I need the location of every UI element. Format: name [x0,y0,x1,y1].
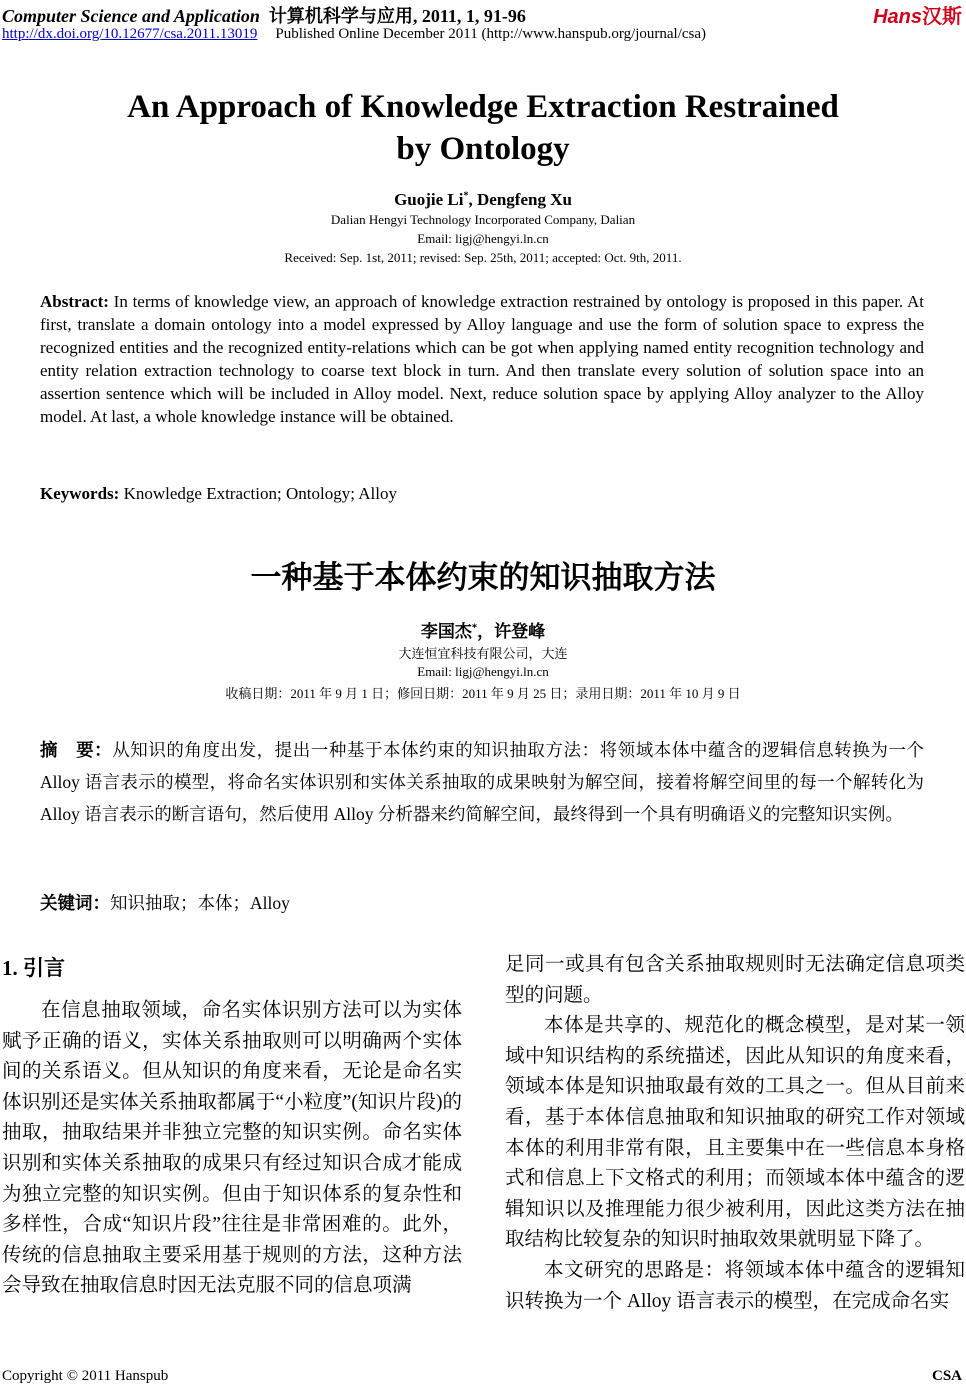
footer [2,1368,962,1385]
abstract-cn [40,734,924,830]
title-line-1: An Approach of Knowledge Extraction Restrained [127,89,839,125]
keywords-cn-text: 知识抽取；本体；Alloy [110,893,290,913]
left-column [2,996,462,1302]
section-heading-intro: 1. 引言 [2,956,65,980]
keywords-label: Keywords: [40,484,120,503]
abstract-label: Abstract: [40,292,109,311]
journal-cn: 计算机科学与应用, 2011, 1, 91-96 [268,6,526,26]
copyright: Copyright © 2011 Hanspub [2,1368,169,1384]
hans-logo [873,0,962,29]
author-cn-star: * [471,622,478,634]
journal-name: Computer Science and Application [2,6,260,26]
affiliation-en: Dalian Hengyi Technology Incorporated Company, Dalian [330,212,636,227]
paper-title-en [0,86,966,170]
keywords-cn-label: 关键词： [40,893,110,913]
authors-cn [0,617,966,642]
paragraph: 本体是共享的、规范化的概念模型，是对某一领域中知识结构的系统描述，因此从知识的角度来看，领域本体是知识抽取最有效的工具之一。但从目前来看，基于本体信息抽取和知识抽取的研究工作对领域本体的利用非常有限，且主要集中在一些信息本身格式和信息上下文格式的利用；而领域本体中蕴含的逻辑知识以及推理能力很少被利用，因此这类方法在抽取结构比较复杂的知识时抽取效果就明显下降了。 [505,1015,965,1251]
title-line-2: by Ontology [396,131,570,167]
received-en: Received: Sep. 1st, 2011; revised: Sep. 25th, 2011; accepted: Oct. 9th, 2011. [284,250,682,265]
doi-line [2,26,706,43]
published-info: Published Online December 2011 (http://www.hanspub.org/journal/csa) [275,26,707,42]
author-2: , Dengfeng Xu [468,190,572,209]
author-star: * [463,190,469,202]
author-cn-2: ，许登峰 [477,622,546,642]
keywords-text: Knowledge Extraction; Ontology; Alloy [119,484,397,503]
journal-abbrev: CSA [931,1368,962,1384]
author-cn-1: 李国杰 [420,622,472,642]
author-1: Guojie Li [394,190,464,209]
journal-header [2,2,526,28]
paragraph: 在信息抽取领域，命名实体识别方法可以为实体赋予正确的语义，实体关系抽取则可以明确两个实体间的关系语义。但从知识的角度来看，无论是命名实体识别还是实体关系抽取都属于“小粒度”(知识片段)的抽取，抽取结果并非独立完整的知识实例。命名实体识别和实体关系抽取的成果只有经过知识合成才能成为独立完整的知识实例。但由于知识体系的复杂性和多样性，合成“知识片段”往往是非常困难的。此外，传统的信息抽取主要采用基于规则的方法，这种方法会导致在抽取信息时因无法克服不同的信息项满 [2,1000,462,1297]
doi-link[interactable]: http://dx.doi.org/10.12677/csa.2011.13019 [2,26,258,42]
authors-en [0,190,966,210]
paper-title-cn: 一种基于本体约束的知识抽取方法 [250,560,716,596]
abstract-en [40,290,924,428]
right-column [505,950,965,1317]
paragraph: 本文研究的思路是：将领域本体中蕴含的逻辑知识转换为一个 Alloy 语言表示的模型，在完成命名实 [505,1259,965,1312]
paragraph: 足同一或具有包含关系抽取规则时无法确定信息项类型的问题。 [505,954,965,1006]
affiliation-cn: 大连恒宜科技有限公司，大连 [398,646,568,661]
abstract-cn-label: 摘 要： [40,740,113,760]
abstract-cn-text: 从知识的角度出发，提出一种基于本体约束的知识抽取方法：将领域本体中蕴含的逻辑信息转换为一个 Alloy 语言表示的模型，将命名实体识别和实体关系抽取的成果映射为解空间，接着将解空间里的每一个解转化为 Alloy 语言表示的断言语句，然后使用 Alloy 分析器来约简解空间，最终得到一个具有明确语义的完整知识实例。 [40,740,925,824]
logo-cn: 汉斯 [922,6,962,28]
received-cn: 收稿日期：2011 年 9 月 1 日；修回日期：2011 年 9 月 25 日；录用日期：2011 年 10 月 9 日 [225,686,741,701]
abstract-text: In terms of knowledge view, an approach of knowledge extraction restrained by ontology is proposed in this paper. At first, translate a domain ontology into a model expressed by Alloy language and use the form of solution space to express the recognized entities and the recognized entity-relations which can be got when applying named entity recognition technology and entity relation extraction technology to coarse text block in turn. And then translate every solution of solution space into an assertion sentence which will be included in Alloy model. Next, reduce solution space by applying Alloy analyzer to the Alloy model. At last, a whole knowledge instance will be obtained. [40,292,924,426]
email-en: Email: ligj@hengyi.ln.cn [417,231,549,246]
logo-en: Hans [873,6,922,28]
keywords-en [40,482,924,505]
keywords-cn [40,887,924,919]
email-cn: Email: ligj@hengyi.ln.cn [417,664,549,679]
